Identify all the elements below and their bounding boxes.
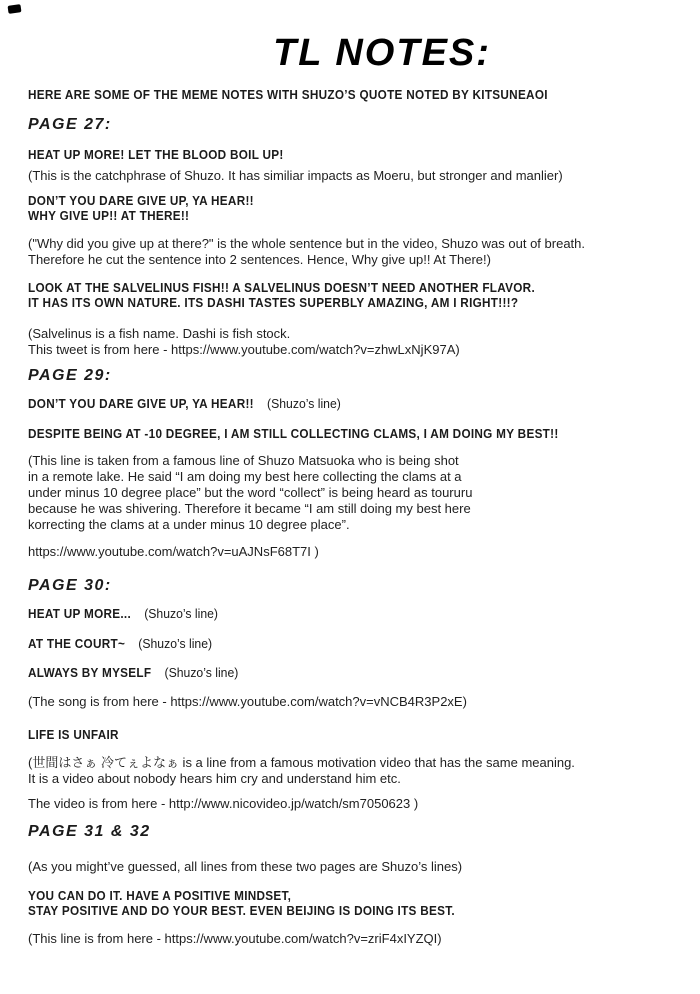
meme-line bbox=[28, 396, 637, 412]
meme-line bbox=[28, 665, 637, 681]
section-heading-page-27: PAGE 27: bbox=[28, 116, 112, 133]
meme-line: IT HAS ITS OWN NATURE. ITS DASHI TASTES SUPERBLY AMAZING, AM I RIGHT!!!? bbox=[28, 296, 519, 310]
section-heading-page-31-32: PAGE 31 & 32 bbox=[28, 823, 151, 840]
note-line: under minus 10 degree place” but the word “collect” is being heard as toururu bbox=[28, 485, 473, 500]
note-line: (As you might’ve guessed, all lines from these two pages are Shuzo’s lines) bbox=[28, 859, 463, 874]
ink-speck bbox=[8, 4, 22, 14]
note-line: ("Why did you give up at there?" is the whole sentence but in the video, Shuzo was out of breath. bbox=[28, 236, 586, 251]
note-line-url: (The song is from here - https://www.youtube.com/watch?v=vNCB4R3P2xE) bbox=[28, 694, 467, 709]
meme-text: HEAT UP MORE... bbox=[28, 607, 132, 621]
meme-line bbox=[28, 606, 637, 622]
note-line: in a remote lake. He said “I am doing my best here collecting the clams at a bbox=[28, 469, 462, 484]
note-line: Therefore he cut the sentence into 2 sentences. Hence, Why give up!! At There!) bbox=[28, 252, 491, 267]
note-line-url: (This line is from here - https://www.youtube.com/watch?v=zriF4xIYZQI) bbox=[28, 931, 442, 946]
note-line: korrecting the clams at a under minus 10 degree place”. bbox=[28, 517, 350, 532]
meme-line: LIFE IS UNFAIR bbox=[28, 728, 119, 742]
note-line: (This is the catchphrase of Shuzo. It has similiar impacts as Moeru, but stronger and manlier) bbox=[28, 168, 563, 183]
meme-text: DON’T YOU DARE GIVE UP, YA HEAR!! bbox=[28, 397, 254, 411]
note-line-url: https://www.youtube.com/watch?v=uAJNsF68T7I ) bbox=[28, 544, 319, 559]
meme-text: AT THE COURT~ bbox=[28, 637, 126, 651]
note-line: (Salvelinus is a fish name. Dashi is fish stock. bbox=[28, 326, 291, 341]
meme-text: ALWAYS BY MYSELF bbox=[28, 666, 152, 680]
note-line-url: This tweet is from here - https://www.youtube.com/watch?v=zhwLxNjK97A) bbox=[28, 342, 460, 357]
meme-line bbox=[28, 636, 637, 652]
meme-line: HEAT UP MORE! LET THE BLOOD BOIL UP! bbox=[28, 148, 284, 162]
shuzo-line-tag: (Shuzo’s line) bbox=[138, 636, 213, 651]
shuzo-line-tag: (Shuzo’s line) bbox=[267, 396, 341, 411]
section-heading-page-29: PAGE 29: bbox=[28, 367, 112, 384]
meme-line: DESPITE BEING AT -10 DEGREE, I AM STILL COLLECTING CLAMS, I AM DOING MY BEST!! bbox=[28, 427, 559, 441]
shuzo-line-tag: (Shuzo’s line) bbox=[144, 606, 219, 621]
note-line: (世間はさぁ 冷てぇよなぁ is a line from a famous motivation video that has the same meaning. bbox=[28, 755, 575, 770]
section-heading-page-30: PAGE 30: bbox=[28, 577, 112, 594]
note-line: It is a video about nobody hears him cry and understand him etc. bbox=[28, 771, 401, 786]
shuzo-line-tag: (Shuzo’s line) bbox=[164, 665, 239, 680]
meme-line: WHY GIVE UP!! AT THERE!! bbox=[28, 209, 190, 223]
page-title: TL NOTES: bbox=[273, 32, 491, 74]
note-line: (This line is taken from a famous line of Shuzo Matsuoka who is being shot bbox=[28, 453, 459, 468]
meme-line: STAY POSITIVE AND DO YOUR BEST. EVEN BEIJING IS DOING ITS BEST. bbox=[28, 904, 455, 918]
meme-line: YOU CAN DO IT. HAVE A POSITIVE MINDSET, bbox=[28, 889, 292, 903]
meme-line: DON’T YOU DARE GIVE UP, YA HEAR!! bbox=[28, 194, 254, 208]
note-line: because he was shivering. Therefore it became “I am still doing my best here bbox=[28, 501, 471, 516]
meme-line: LOOK AT THE SALVELINUS FISH!! A SALVELINUS DOESN’T NEED ANOTHER FLAVOR. bbox=[28, 281, 536, 295]
intro-line: HERE ARE SOME OF THE MEME NOTES WITH SHUZO’S QUOTE NOTED BY KITSUNEAOI bbox=[28, 88, 548, 102]
note-line-url: The video is from here - http://www.nicovideo.jp/watch/sm7050623 ) bbox=[28, 796, 419, 811]
